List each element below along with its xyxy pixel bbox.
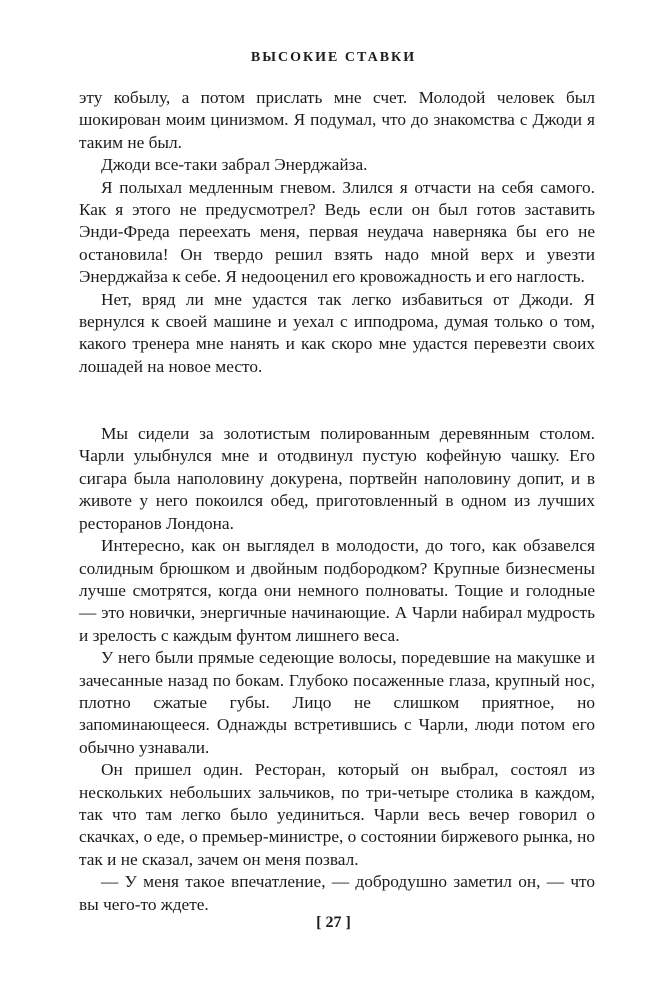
running-head: ВЫСОКИЕ СТАВКИ (250, 50, 417, 65)
paragraph: У него были прямые седеющие волосы, поредевшие на макушке и зачесанные назад по бокам. Глубоко посаженные глаза, крупный нос, плотно сжатые губы. Лицо не слишком приятное, но запоминающееся. Однажды встретившись с Чарли, люди потом его обычно узнавали. (79, 648, 595, 757)
paragraph: — У меня такое впечатление, — добродушно заметил он, — что вы чего-то ждете. (79, 872, 595, 914)
page-number: [ 27 ] (316, 914, 351, 931)
body-text (79, 87, 595, 916)
paragraph: эту кобылу, а потом прислать мне счет. Молодой человек был шокирован моим цинизмом. Я подумал, что до знакомства с Джоди я таким не был. (79, 88, 595, 152)
paragraph: Я полыхал медленным гневом. Злился я отчасти на себя самого. Как я этого не предусмотрел? Ведь если он был готов заставить Энди-Фреда переехать меня, первая неудача наверняка бы его не остановила! Он твердо решил взять надо мной верх и увезти Энерджайза к себе. Я недооценил его кровожадность и его наглость. (79, 177, 595, 287)
paragraph: Он пришел один. Ресторан, который он выбрал, состоял из нескольких небольших зальчиков, по три-четыре столика в каждом, так что там легко было уединиться. Чарли весь вечер говорил о скачках, о еде, о премьер-министре, о состоянии биржевого рынка, но так и не сказал, зачем он меня позвал. (79, 760, 595, 869)
paragraph: Джоди все-таки забрал Энерджайза. (101, 155, 368, 175)
paragraph: Мы сидели за золотистым полированным деревянным столом. Чарли улыбнулся мне и отодвинул пустую кофейную чашку. Его сигара была наполовину докурена, портвейн наполовину допит, и в животе у него покоился обед, приготовленный в одном из лучших ресторанов Лондона. (79, 424, 595, 533)
paragraph: Интересно, как он выглядел в молодости, до того, как обзавелся солидным брюшком и двойным подбородком? Крупные бизнесмены лучше смотрятся, когда они немного полноваты. Тощие и голодные — это новички, энергичные начинающие. А Чарли набирал мудрость и зрелость с каждым фунтом лишнего веса. (79, 536, 595, 645)
paragraph: Нет, вряд ли мне удастся так легко избавиться от Джоди. Я вернулся к своей машине и уехал с ипподрома, думая только о том, какого тренера мне нанять и как скоро мне удастся перевезти своих лошадей на новое место. (79, 289, 595, 376)
